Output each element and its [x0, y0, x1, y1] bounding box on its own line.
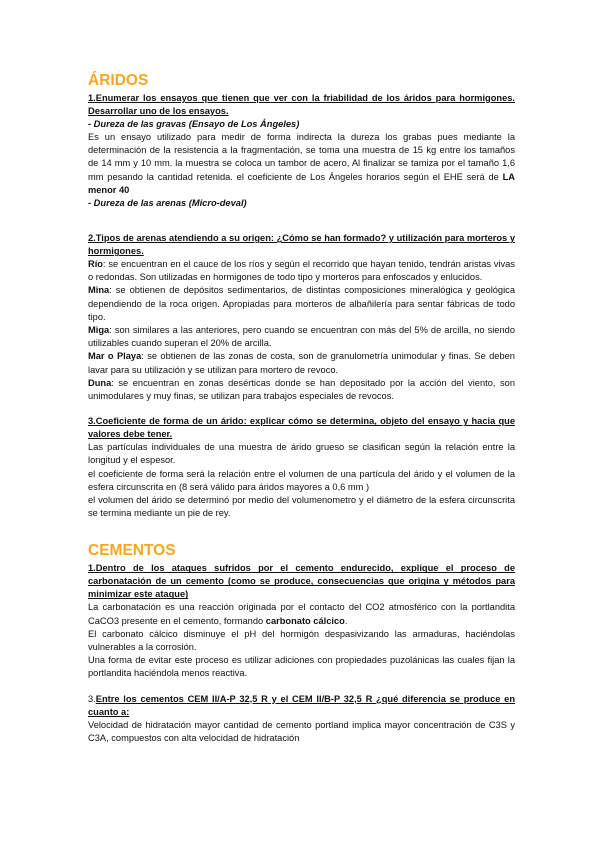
aridos-q1-body: Es un ensayo utilizado para medir de forma indirecta la dureza los grabas pues mediante la determinación de la resistencia a la fragmentación, se toma una muestra de 15 kg entre los tamaños de 14 mm y 10 mm. la muestra se coloca un tambor de acero, Al finalizar se tamiza por el tamaño 1,6 mm pesando la cantidad retenida. el coeficiente de Los Ángeles horarios según el EHE será de [88, 132, 515, 182]
cementos-q1-paragraph-1 [88, 601, 515, 627]
cementos-question-3 [88, 693, 515, 719]
arena-item-mar-playa [88, 350, 515, 376]
cementos-question-1 [88, 562, 515, 601]
aridos-question-2-text: 2.Tipos de arenas atendiendo a su origen: ¿Cómo se han formado? y utilización para morteros y hormigones. [88, 233, 515, 257]
arena-item-mina [88, 284, 515, 324]
arena-item-rio [88, 258, 515, 284]
aridos-question-3-text: 3.Coeficiente de forma de un árido: explicar cómo se determina, objeto del ensayo y hacia que valores debe tener. [88, 416, 515, 440]
cementos-q1-p1-bold: carbonato cálcico [265, 615, 345, 626]
aridos-q1-subtitle-arenas: - Dureza de las arenas (Micro-deval) [88, 198, 247, 209]
aridos-question-1-text: 1.Enumerar los ensayos que tienen que ver con la friabilidad de los áridos para hormigones. Desarrollar uno de los ensayos. [88, 93, 515, 116]
section-title-cementos: CEMENTOS [88, 542, 176, 560]
arena-term: Mina [88, 285, 110, 296]
arena-text: : se obtienen de depósitos sedimentarios, de distintas composiciones mineralógica y geológica dependiendo de la roca origen. Apropiadas para morteros de albañilería para sentar fábricas de todo tipo. [88, 285, 515, 322]
arena-term: Duna [88, 377, 112, 388]
cementos-q1-p1a: La carbonatación es una reacción originada por el contacto del CO2 atmosférico con la portlandita CaCO3 presente en el cemento, formando [88, 602, 515, 626]
arena-term: Mar o Playa [88, 351, 142, 362]
section-title-aridos: ÁRIDOS [88, 72, 149, 89]
aridos-q3-paragraph-1: Las partículas individuales de una muestra de árido grueso se clasifican según la relación entre la longitud y el espesor. [88, 442, 515, 466]
cementos-q3-paragraph: Velocidad de hidratación mayor cantidad de cemento portland implica mayor concentración de C3S y C3A, compuestos con alta velocidad de hidratación [88, 719, 515, 743]
aridos-question-1 [88, 92, 515, 118]
aridos-q3-paragraph-3: el volumen del árido se determinó por medio del volumenometro y el diámetro de la esfera circunscrita se termina mediante un pie de rey. [88, 495, 515, 519]
cementos-question-3-prefix: 3. [88, 693, 96, 704]
arena-term: Miga [88, 325, 110, 336]
cementos-question-3-text: Entre los cementos CEM II/A-P 32,5 R y el CEM II/B-P 32,5 R ¿qué diferencia se produce en cuanto a: [88, 693, 515, 717]
aridos-question-2 [88, 232, 515, 258]
arena-text: : se encuentran en el cauce de los ríos y según el recorrido que hayan tenido, tendrán aristas vivas o redondas. Son utilizadas en hormigones de todo tipo y morteros para enfoscados y enlucidos. [88, 259, 515, 283]
aridos-q1-paragraph [88, 131, 515, 197]
aridos-q1-body-bold: LA menor 40 [88, 171, 515, 195]
cementos-q1-paragraph-3: Una forma de evitar este proceso es utilizar adiciones con propiedades puzolánicas las cuales fijan la portlandita haciéndola menos reactiva. [88, 655, 515, 679]
arena-text: : se obtienen de las zonas de costa, son de granulometría unimodular y finas. Se deben lavar para su utilización y se utilizan para mortero de revoco. [88, 351, 515, 375]
arena-term: Río [88, 259, 103, 270]
arena-text: : se encuentran en zonas desérticas donde se han depositado por la acción del viento, son unimodulares y muy finas, se utilizan para trabajos especiales de revocos. [88, 377, 515, 402]
arena-text: : son similares a las anteriores, pero cuando se encuentran con más del 5% de arcilla, no siendo utilizables cuando superan el 20% de arcilla. [88, 325, 515, 349]
cementos-question-1-text: 1.Dentro de los ataques sufridos por el cemento endurecido, explique el proceso de carbonatación de un cemento (como se produce, consecuencias que origina y métodos para minimizar este ataque) [88, 563, 515, 600]
cementos-q1-paragraph-2: El carbonato cálcico disminuye el pH del hormigón despasivizando las armaduras, haciéndolas vulnerables a la corrosión. [88, 628, 515, 653]
aridos-q1-subtitle-gravas: - Dureza de las gravas (Ensayo de Los Ángeles) [88, 119, 300, 129]
aridos-question-3 [88, 415, 515, 441]
arena-item-duna [88, 377, 515, 403]
aridos-q3-paragraph-2: el coeficiente de forma será la relación entre el volumen de una partícula del árido y el volumen de la esfera circunscrita en (8 será válido para áridos mayores a 0,6 mm ) [88, 468, 515, 492]
arena-item-miga [88, 324, 515, 350]
cementos-q1-p1b: . [344, 615, 348, 626]
